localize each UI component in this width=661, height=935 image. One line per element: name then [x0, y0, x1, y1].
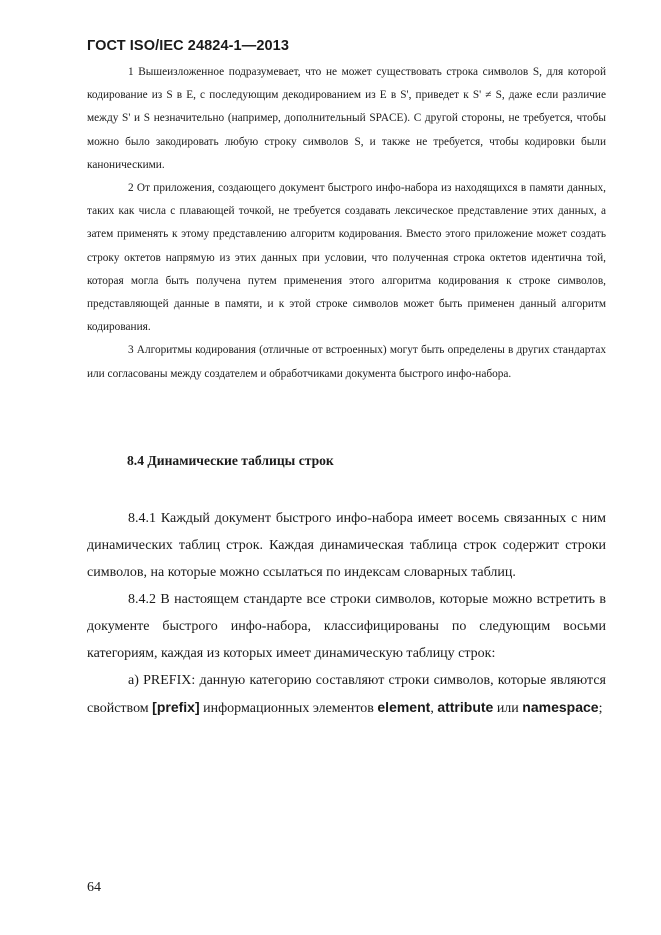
prefix-text-1: a) PREFIX: данную категорию составляют строки символов, которые являются свойством	[87, 673, 606, 716]
note-1: 1 Вышеизложенное подразумевает, что не может существовать строка символов S, для которой кодирование из S в E, с последующим декодированием из E в S', приведет к S' ≠ S, даже если различие между S' и S незначительно (например, дополнительный SPACE). С другой стороны, не требуется, чтобы можно было закодировать любую строку символов S, и также не требуется, чтобы кодировки были каноническими.	[87, 66, 606, 171]
document-header: ГОСТ ISO/IEC 24824-1—2013	[87, 38, 289, 54]
namespace-term: namespace	[522, 699, 599, 715]
element-term: element	[377, 699, 431, 715]
note-2: 2 От приложения, создающего документ быстрого инфо-набора из находящихся в памяти данных, таких как числа с плавающей точкой, не требуется создавать лексическое представление этих данных, а затем применять к этому представлению алгоритм кодирования. Вместо этого приложение может создать строку октетов напрямую из этих данных при условии, что полученная строка октетов идентична той, которая могла быть получена путем применения этого алгоритма кодирования к строке символов, представляющей данные в памяти, и к этой строке символов может быть применен данный алгоритм кодирования.	[87, 182, 606, 334]
page-number: 64	[87, 880, 101, 895]
paragraph-prefix-item	[87, 667, 606, 722]
paragraph-8-4-2: 8.4.2 В настоящем стандарте все строки символов, которые можно встретить в документе быстрого инфо-набора, классифицированы по следующим восьми категориям, каждая из которых имеет динамическую таблицу строк:	[87, 592, 606, 661]
notes-block	[87, 61, 606, 386]
main-text	[87, 505, 606, 722]
attribute-term: attribute	[437, 699, 494, 715]
prefix-text-5: ;	[598, 701, 603, 716]
prefix-text-4: или	[493, 701, 523, 716]
section-title: 8.4 Динамические таблицы строк	[127, 453, 334, 468]
prefix-text-2: информационных элементов	[199, 701, 378, 716]
note-3: 3 Алгоритмы кодирования (отличные от встроенных) могут быть определены в других стандартах или согласованы между создателем и обработчиками документа быстрого инфо-набора.	[87, 344, 606, 380]
paragraph-8-4-1: 8.4.1 Каждый документ быстрого инфо-набора имеет восемь связанных с ним динамических таблиц строк. Каждая динамическая таблица строк содержит строки символов, на которые можно ссылаться по индексам словарных таблиц.	[87, 511, 606, 580]
prefix-text-3: ,	[430, 701, 438, 716]
prefix-property: [prefix]	[152, 699, 200, 715]
